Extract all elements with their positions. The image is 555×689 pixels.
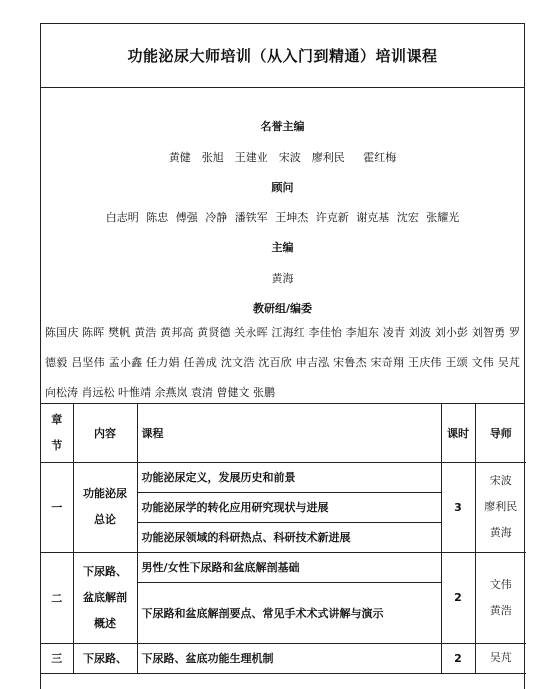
header-chapter: 章节 xyxy=(41,404,73,462)
honorary-editors-names: 黄健 张旭 王建业 宋波 廖利民 霍红梅 xyxy=(168,151,397,164)
research-group-names: 陈国庆 陈晖 樊帆 黄浩 黄邦高 黄贤德 关永晖 江海红 李佳怡 李旭东 凌青 刘波 刘小彭 刘智勇 罗德毅 吕坚伟 孟小鑫 任力娟 任善成 沈文浩 沈百欣 申吉泓 宋鲁杰 宋奇翔 王庆伟 王颂 文伟 吴芃 向松涛 肖远松 叶惟靖 余燕岚 袁清 曾健文 张鹏 xyxy=(45,326,520,399)
tutor-name: 文伟 xyxy=(489,577,512,591)
row2-hours: 2 xyxy=(441,552,475,643)
course-schedule-table xyxy=(41,404,526,674)
row2-course-1: 男性/女性下尿路和盆底解剖基础 xyxy=(137,552,441,582)
tutor-name: 宋波 xyxy=(489,474,512,487)
tutor-name: 黄海 xyxy=(489,526,512,539)
row1-tutors xyxy=(475,462,526,552)
table-row xyxy=(41,462,526,492)
row1-content: 功能泌尿总论 xyxy=(73,462,137,552)
tutor-name: 廖利民 xyxy=(484,500,518,513)
row2-tutors xyxy=(475,552,526,643)
row3-hours: 2 xyxy=(441,643,475,673)
advisors-heading: 顾问 xyxy=(271,181,294,194)
title-box xyxy=(41,24,524,88)
row3-content: 下尿路、 xyxy=(73,643,137,673)
row2-chapter: 二 xyxy=(41,552,73,643)
row1-course-1: 功能泌尿定义，发展历史和前景 xyxy=(137,462,441,492)
honorary-editors-heading: 名誉主编 xyxy=(260,120,305,133)
table-row xyxy=(41,552,526,582)
row3-chapter: 三 xyxy=(41,643,73,673)
row2-course-2: 下尿路和盆底解剖要点、常见手术术式讲解与演示 xyxy=(137,582,441,643)
header-content: 内容 xyxy=(73,404,137,462)
header-hours: 课时 xyxy=(441,404,475,462)
table-header-row xyxy=(41,404,526,462)
row1-course-3: 功能泌尿领域的科研热点、科研技术新进展 xyxy=(137,522,441,552)
chief-editor-name: 黄海 xyxy=(271,272,294,285)
row2-content: 下尿路、盆底解剖概述 xyxy=(73,552,137,643)
research-group-heading: 教研组/编委 xyxy=(252,302,313,315)
row1-chapter: 一 xyxy=(41,462,73,552)
document-frame xyxy=(40,23,525,689)
tutor-name: 吴芃 xyxy=(489,651,512,664)
row1-hours: 3 xyxy=(441,462,475,552)
header-course: 课程 xyxy=(137,404,441,462)
chief-editor-heading: 主编 xyxy=(271,241,294,254)
row3-course-1: 下尿路、盆底功能生理机制 xyxy=(137,643,441,673)
row1-course-2: 功能泌尿学的转化应用研究现状与进展 xyxy=(137,492,441,522)
row3-tutors xyxy=(475,643,526,673)
advisors-names: 白志明 陈忠 傅强 冷静 潘铁军 王坤杰 许克新 谢克基 沈宏 张耀光 xyxy=(105,211,460,224)
table-row xyxy=(41,643,526,673)
tutor-name: 黄浩 xyxy=(489,603,512,617)
header-tutor: 导师 xyxy=(475,404,526,462)
page-title: 功能泌尿大师培训（从入门到精通）培训课程 xyxy=(127,47,438,65)
